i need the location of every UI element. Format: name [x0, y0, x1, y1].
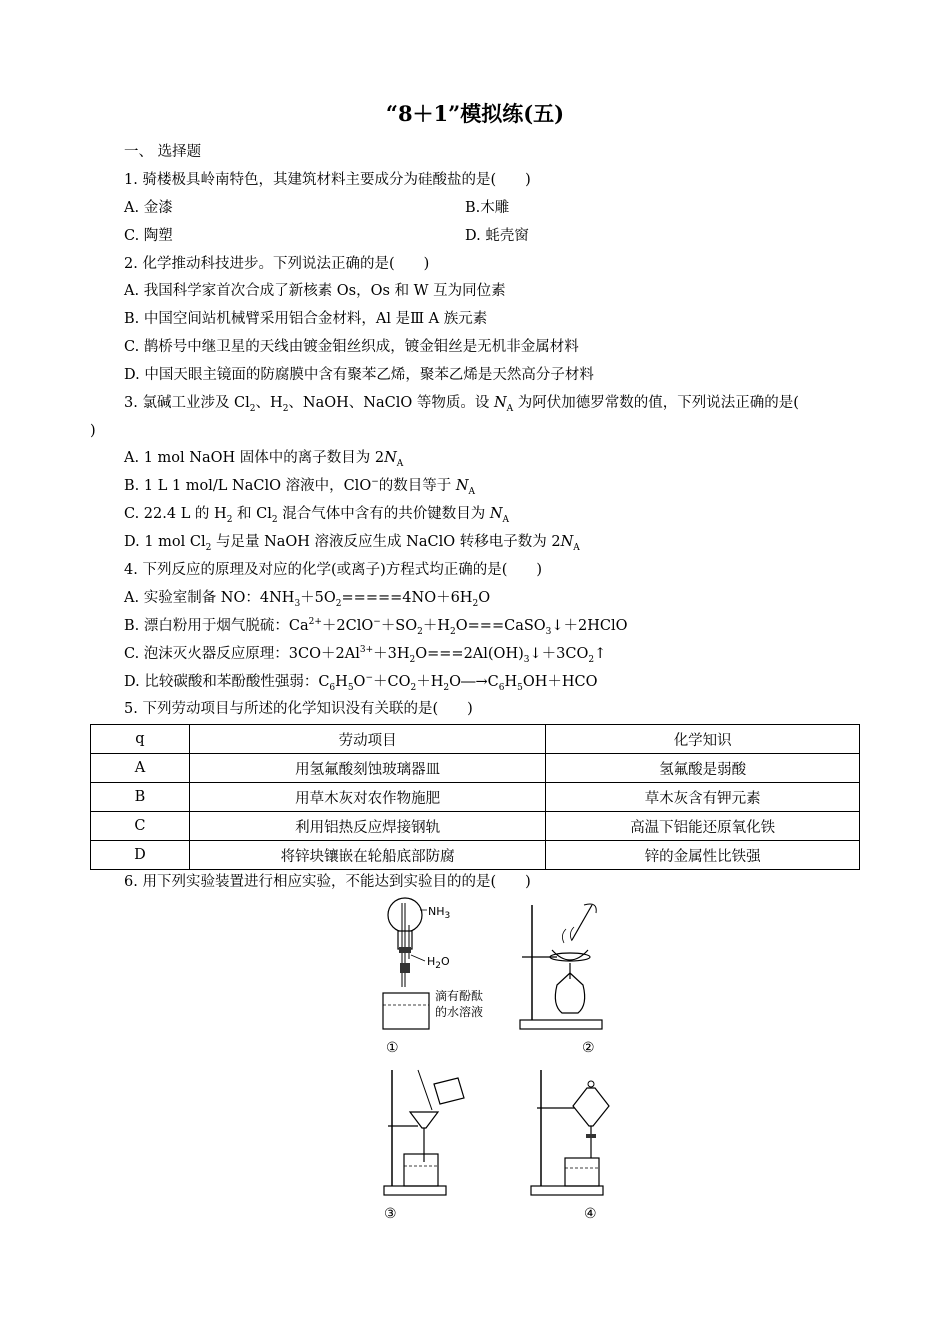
- subscript: 2: [435, 961, 442, 972]
- table-cell: 草木灰含有钾元素: [546, 783, 860, 812]
- q3-stem-part: 为阿伏加德罗常数的值，下列说法正确的是(: [513, 395, 799, 411]
- q4-option-b: [124, 616, 628, 636]
- q3-option-c: [124, 504, 509, 524]
- figure-1-fountain-apparatus: [375, 895, 505, 1035]
- q2-option-d: D. 中国天眼主镜面的防腐膜中含有聚苯乙烯，聚苯乙烯是天然高分子材料: [124, 367, 594, 383]
- subscript: 2: [588, 654, 595, 665]
- subscript: 2: [226, 514, 233, 525]
- subscript: 2: [282, 403, 289, 414]
- text: H: [504, 674, 518, 690]
- subscript: 5: [517, 682, 523, 693]
- q3-stem-part: 、H: [255, 395, 283, 411]
- avogadro-symbol: N: [560, 534, 574, 550]
- subscript: 6: [498, 682, 505, 693]
- q1-option-c: C. 陶塑: [124, 228, 173, 244]
- subscript: 2: [409, 654, 416, 665]
- q3-option-b: [124, 476, 475, 496]
- figure-label-3: ③: [384, 1206, 397, 1222]
- fig1-note-line1: 滴有酚酞: [435, 989, 484, 1003]
- superscript: −: [373, 617, 381, 628]
- subscript: 3: [545, 626, 552, 637]
- table-cell: D: [91, 841, 190, 870]
- table-cell: A: [91, 754, 190, 783]
- fig1-nh3-label: [428, 905, 451, 922]
- table-cell: 用氢氟酸刻蚀玻璃器皿: [189, 754, 546, 783]
- text: O===CaSO: [455, 618, 546, 634]
- text: OH＋HCO: [522, 674, 598, 690]
- text: C. 22.4 L 的 H: [124, 506, 227, 522]
- figure-label-4: ④: [584, 1206, 597, 1222]
- subscript: 2: [335, 598, 342, 609]
- table-cell: 高温下铝能还原氧化铁: [546, 812, 860, 841]
- evaporation-diagram: [512, 895, 612, 1035]
- text: H: [335, 674, 348, 690]
- figure-4-separatory-funnel-apparatus: [525, 1062, 625, 1202]
- text: A. 1 mol NaOH 固体中的离子数目为 2: [124, 450, 385, 466]
- subscript: 3: [294, 598, 301, 609]
- q5-table: [90, 724, 860, 870]
- avogadro-symbol: N: [489, 506, 503, 522]
- table-row: [91, 754, 860, 783]
- table-cell: B: [91, 783, 190, 812]
- table-row: [91, 812, 860, 841]
- avogadro-symbol: N: [384, 450, 397, 466]
- text: H: [427, 955, 436, 968]
- table-row: [91, 783, 860, 812]
- text: O: [353, 674, 366, 690]
- text: D. 1 mol Cl: [124, 534, 206, 550]
- text: A. 实验室制备 NO：4NH: [124, 590, 295, 606]
- text: ＋SO: [380, 618, 418, 634]
- q1-option-d: D. 蚝壳窗: [465, 228, 529, 244]
- separatory-funnel-diagram: [525, 1062, 625, 1202]
- table-cell: 氢氟酸是弱酸: [546, 754, 860, 783]
- superscript: 2+: [308, 617, 322, 628]
- text: B. 1 L 1 mol/L NaClO 溶液中，ClO: [124, 478, 372, 494]
- q4-option-a: [124, 588, 490, 608]
- q2-stem: 2. 化学推动科技进步。下列说法正确的是( ): [124, 256, 430, 272]
- subscript: 2: [450, 626, 456, 637]
- table-header-cell: 劳动项目: [189, 725, 546, 754]
- subscript: 2: [472, 598, 479, 609]
- q1-stem: 1. 骑楼极具岭南特色，其建筑材料主要成分为硅酸盐的是( ): [124, 172, 531, 188]
- subscript: A: [506, 403, 514, 414]
- q1-option-b: B.木雕: [465, 200, 510, 216]
- q3-stem-end: ): [90, 423, 96, 439]
- avogadro-symbol: N: [455, 478, 469, 494]
- figure-3-filtration-apparatus: [378, 1062, 478, 1202]
- q4-option-d: [124, 672, 598, 692]
- subscript: A: [502, 514, 510, 525]
- filtration-diagram: [378, 1062, 478, 1202]
- table-row: [91, 841, 860, 870]
- subscript: 2: [249, 403, 256, 414]
- superscript: −: [365, 673, 373, 684]
- subscript: A: [396, 458, 404, 469]
- text: C. 泡沫灭火器反应原理：3CO＋2Al: [124, 646, 360, 662]
- q2-option-b: B. 中国空间站机械臂采用铝合金材料，Al 是Ⅲ A 族元素: [124, 311, 488, 327]
- figure-label-2: ②: [582, 1040, 595, 1056]
- figure-2-evaporation-apparatus: [512, 895, 612, 1035]
- text: D. 比较碳酸和苯酚酸性强弱：C: [124, 674, 330, 690]
- fig1-h2o-label: [427, 955, 450, 972]
- figure-label-1: ①: [386, 1040, 399, 1056]
- text: ＋5O: [300, 590, 336, 606]
- q1-option-a: A. 金漆: [124, 200, 173, 216]
- text: ＋3H: [373, 646, 410, 662]
- text: ＋CO: [372, 674, 411, 690]
- subscript: 2: [417, 626, 423, 637]
- text: 混合气体中含有的共价键数目为: [277, 506, 490, 522]
- q3-option-d: [124, 532, 580, 552]
- subscript: 5: [347, 682, 354, 693]
- text: B. 漂白粉用于烟气脱硫：Ca: [124, 618, 309, 634]
- subscript: 3: [444, 911, 451, 922]
- subscript: 2: [205, 542, 212, 553]
- text: 和 Cl: [232, 506, 272, 522]
- q4-option-c: [124, 644, 606, 664]
- superscript: −: [371, 477, 379, 488]
- subscript: 2: [443, 682, 450, 693]
- q3-option-a: [124, 448, 403, 468]
- q3-stem: [124, 393, 799, 413]
- table-cell: 锌的金属性比铁强: [546, 841, 860, 870]
- subscript: A: [468, 486, 476, 497]
- q3-stem-part: 3. 氯碱工业涉及 Cl: [124, 395, 250, 411]
- avogadro-symbol: N: [493, 395, 507, 411]
- text: O―→C: [449, 674, 499, 690]
- text: ＋H: [416, 674, 444, 690]
- text: ＋H: [422, 618, 451, 634]
- text: =====4NO＋6H: [341, 590, 473, 606]
- text: O===2Al(OH): [415, 646, 524, 662]
- subscript: 3: [523, 654, 530, 665]
- subscript: 2: [271, 514, 278, 525]
- section-heading: 一、 选择题: [124, 144, 202, 160]
- text: ↓＋2HClO: [551, 618, 628, 634]
- text: ↓＋3CO: [529, 646, 589, 662]
- subscript: A: [573, 542, 580, 553]
- q3-stem-part: 、NaOH、NaClO 等物质。设: [288, 395, 494, 411]
- fig1-note-line2: 的水溶液: [435, 1005, 484, 1019]
- table-cell: C: [91, 812, 190, 841]
- text: 与足量 NaOH 溶液反应生成 NaClO 转移电子数为 2: [211, 534, 561, 550]
- table-header-cell: q: [91, 725, 190, 754]
- q4-stem: 4. 下列反应的原理及对应的化学(或离子)方程式均正确的是( ): [124, 562, 543, 578]
- text: NH: [428, 905, 445, 918]
- text: ＋2ClO: [321, 618, 374, 634]
- table-cell: 利用铝热反应焊接钢轨: [189, 812, 546, 841]
- q5-stem: 5. 下列劳动项目与所述的化学知识没有关联的是( ): [124, 701, 473, 717]
- text: O: [441, 955, 450, 968]
- table-header-cell: 化学知识: [546, 725, 860, 754]
- table-cell: 将锌块镶嵌在轮船底部防腐: [189, 841, 546, 870]
- subscript: 2: [410, 682, 417, 693]
- text: O: [478, 590, 491, 606]
- table-cell: 用草木灰对农作物施肥: [189, 783, 546, 812]
- q2-option-c: C. 鹊桥号中继卫星的天线由镀金钼丝织成，镀金钼丝是无机非金属材料: [124, 339, 579, 355]
- q6-stem: 6. 用下列实验装置进行相应实验，不能达到实验目的的是( ): [124, 874, 531, 890]
- q2-option-a: A. 我国科学家首次合成了新核素 Os，Os 和 W 互为同位素: [124, 283, 506, 299]
- page-title: “8＋1”模拟练(五): [385, 101, 565, 126]
- subscript: 6: [329, 682, 336, 693]
- table-header-row: [91, 725, 860, 754]
- text: ↑: [594, 646, 607, 662]
- superscript: 3+: [359, 645, 374, 656]
- text: 的数目等于: [378, 478, 456, 494]
